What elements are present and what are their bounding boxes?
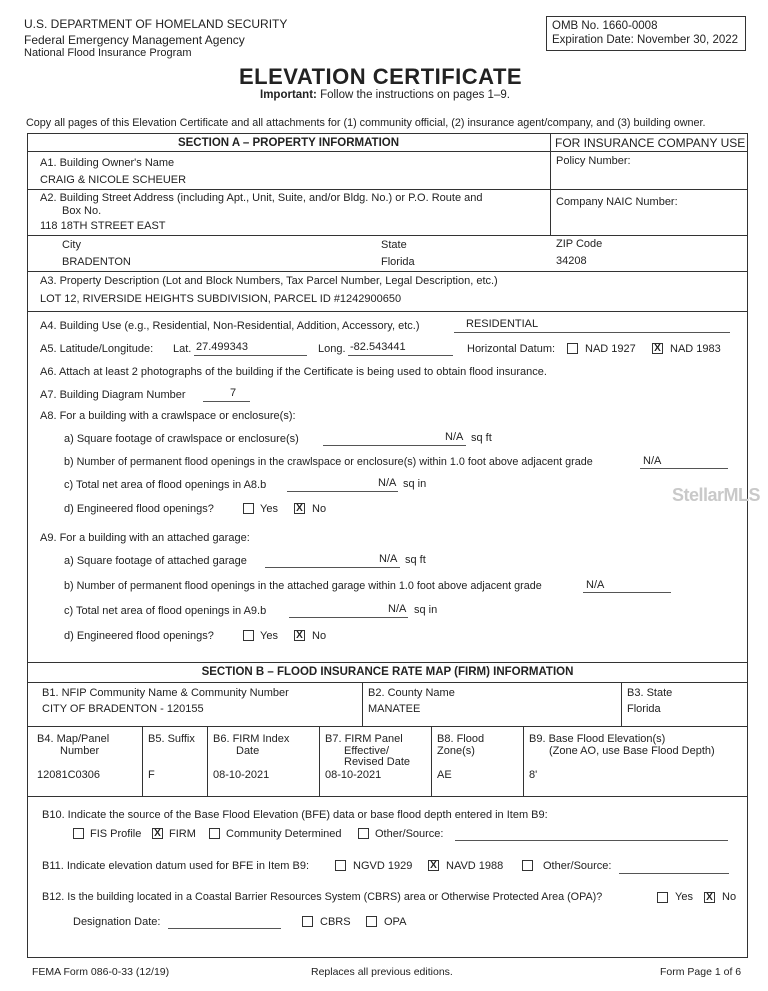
city-value[interactable]: BRADENTON <box>62 256 131 268</box>
a8c-label: c) Total net area of flood openings in A8.b <box>64 479 267 491</box>
datum-label: Horizontal Datum: <box>467 343 556 355</box>
b10-community-label: Community Determined <box>226 828 342 840</box>
a9d-yes-label: Yes <box>260 630 278 642</box>
naic-label: Company NAIC Number: <box>556 196 678 208</box>
a5-label: A5. Latitude/Longitude: <box>40 343 154 355</box>
insurance-use-label: FOR INSURANCE COMPANY USE <box>555 136 746 150</box>
policy-number-label: Policy Number: <box>556 155 631 167</box>
a9-label: A9. For a building with an attached garage: <box>40 532 250 544</box>
zip-value[interactable]: 34208 <box>556 255 587 267</box>
a9a-label: a) Square footage of attached garage <box>64 555 247 567</box>
a8b-value[interactable]: N/A <box>643 455 662 467</box>
b12-yes-checkbox[interactable] <box>657 892 668 903</box>
a1-label: A1. Building Owner's Name <box>40 157 175 169</box>
b10-firm-label: FIRM <box>169 828 196 840</box>
copy-note: Copy all pages of this Elevation Certificate and all attachments for (1) community official, (2) insurance agent/company, and (3) building owner. <box>26 117 706 129</box>
a9d-yes-checkbox[interactable] <box>243 630 254 641</box>
b2-label: B2. County Name <box>368 687 455 699</box>
b5-value[interactable]: F <box>148 769 155 781</box>
b11-other-checkbox[interactable] <box>522 860 533 871</box>
b10-firm-checkbox[interactable]: X <box>152 828 163 839</box>
section-b-title: SECTION B – FLOOD INSURANCE RATE MAP (FIRM) INFORMATION <box>201 666 574 678</box>
b9-value[interactable]: 8' <box>529 769 538 781</box>
b10-label: B10. Indicate the source of the Base Flood Elevation (BFE) data or base flood depth entered in Item B9: <box>42 809 548 821</box>
opa-checkbox[interactable] <box>366 916 377 927</box>
page-title: ELEVATION CERTIFICATE <box>239 64 523 89</box>
a8c-unit: sq in <box>403 478 427 490</box>
b7-label: B7. FIRM Panel <box>325 733 403 745</box>
a8a-unit: sq ft <box>471 432 492 444</box>
a7-label: A7. Building Diagram Number <box>40 389 186 401</box>
a8d-yes-label: Yes <box>260 503 278 515</box>
a2-label: A2. Building Street Address (including Apt., Unit, Suite, and/or Bldg. No.) or P.O. Route and <box>40 192 483 204</box>
agency-name: U.S. DEPARTMENT OF HOMELAND SECURITY <box>24 17 288 31</box>
b11-navd-checkbox[interactable]: X <box>428 860 439 871</box>
b9-label: B9. Base Flood Elevation(s) <box>529 733 666 745</box>
expiration-date: Expiration Date: November 30, 2022 <box>552 34 739 46</box>
important-text: Follow the instructions on pages 1–9. <box>320 89 510 101</box>
b12-no-checkbox[interactable]: X <box>704 892 715 903</box>
b11-ngvd-checkbox[interactable] <box>335 860 346 871</box>
b6-label-cont: Date <box>236 745 260 757</box>
a8-label: A8. For a building with a crawlspace or enclosure(s): <box>40 410 296 422</box>
b11-label: B11. Indicate elevation datum used for BFE in Item B9: <box>42 860 309 872</box>
a4-label: A4. Building Use (e.g., Residential, Non-Residential, Addition, Accessory, etc.) <box>40 320 420 332</box>
a3-label: A3. Property Description (Lot and Block Numbers, Tax Parcel Number, Legal Description, etc.) <box>40 275 498 287</box>
b12-no-label: No <box>722 891 737 903</box>
a9d-label: d) Engineered flood openings? <box>64 630 214 642</box>
a9d-no-checkbox[interactable]: X <box>294 630 305 641</box>
a8c-value[interactable]: N/A <box>378 477 397 489</box>
cbrs-checkbox[interactable] <box>302 916 313 927</box>
cbrs-label: CBRS <box>320 916 351 928</box>
a9c-value[interactable]: N/A <box>388 603 407 615</box>
b12-label: B12. Is the building located in a Coastal Barrier Resources System (CBRS) area or Otherwise Protected Area (OPA)? <box>42 891 603 903</box>
b8-value[interactable]: AE <box>437 769 452 781</box>
b2-value[interactable]: MANATEE <box>368 703 421 715</box>
b3-value[interactable]: Florida <box>627 703 661 715</box>
a9b-value[interactable]: N/A <box>586 579 605 591</box>
form-number: FEMA Form 086-0-33 (12/19) <box>32 966 170 978</box>
a8d-no-label: No <box>312 503 327 515</box>
b10-fis-checkbox[interactable] <box>73 828 84 839</box>
a1-value[interactable]: CRAIG & NICOLE SCHEUER <box>40 174 187 186</box>
long-value[interactable]: -82.543441 <box>350 341 406 353</box>
a8d-no-checkbox[interactable]: X <box>294 503 305 514</box>
a8a-label: a) Square footage of crawlspace or enclosure(s) <box>64 433 299 445</box>
b1-label: B1. NFIP Community Name & Community Number <box>42 687 289 699</box>
b3-label: B3. State <box>627 687 673 699</box>
b10-other-label: Other/Source: <box>375 828 444 840</box>
a4-value[interactable]: RESIDENTIAL <box>466 318 539 330</box>
state-value[interactable]: Florida <box>381 256 415 268</box>
b7-label-cont2: Revised Date <box>344 756 411 768</box>
a9a-value[interactable]: N/A <box>379 553 398 565</box>
agency-subname: Federal Emergency Management Agency <box>24 33 245 47</box>
b10-community-checkbox[interactable] <box>209 828 220 839</box>
nad1927-label: NAD 1927 <box>585 343 636 355</box>
b1-value[interactable]: CITY OF BRADENTON - 120155 <box>42 703 204 715</box>
lat-label: Lat. <box>173 343 192 355</box>
b7-label-cont: Effective/ <box>344 745 390 757</box>
a2-label-cont: Box No. <box>62 205 102 217</box>
b10-fis-label: FIS Profile <box>90 828 142 840</box>
important-label: Important: <box>260 89 317 101</box>
b4-label: B4. Map/Panel <box>37 733 110 745</box>
section-a-title: SECTION A – PROPERTY INFORMATION <box>177 137 400 149</box>
watermark: StellarMLS <box>672 485 761 505</box>
b4-value[interactable]: 12081C0306 <box>37 769 101 781</box>
b6-label: B6. FIRM Index <box>213 733 290 745</box>
b4-label-cont: Number <box>60 745 100 757</box>
zip-label: ZIP Code <box>556 238 603 250</box>
a9a-unit: sq ft <box>405 554 426 566</box>
b8-label-cont: Zone(s) <box>437 745 475 757</box>
a6-label: A6. Attach at least 2 photographs of the building if the Certificate is being used to obtain flood insurance. <box>40 366 547 378</box>
city-label: City <box>62 239 81 251</box>
a8b-label: b) Number of permanent flood openings in the crawlspace or enclosure(s) within 1.0 foot above adjacent grade <box>64 456 593 468</box>
b11-other-label: Other/Source: <box>543 860 612 872</box>
a9c-unit: sq in <box>414 604 438 616</box>
b6-value[interactable]: 08-10-2021 <box>213 769 270 781</box>
omb-number: OMB No. 1660-0008 <box>552 20 658 32</box>
state-label: State <box>381 239 407 251</box>
nad1927-checkbox[interactable] <box>567 343 578 354</box>
page-number: Form Page 1 of 6 <box>660 966 742 978</box>
b11-navd-label: NAVD 1988 <box>446 860 504 872</box>
important-note <box>260 89 510 101</box>
replaces-note: Replaces all previous editions. <box>311 966 453 978</box>
opa-label: OPA <box>384 916 407 928</box>
b7-value[interactable]: 08-10-2021 <box>325 769 382 781</box>
program-name: National Flood Insurance Program <box>24 47 192 59</box>
a7-value[interactable]: 7 <box>229 387 237 399</box>
b11-ngvd-label: NGVD 1929 <box>353 860 413 872</box>
b9-label-cont: (Zone AO, use Base Flood Depth) <box>549 745 715 757</box>
nad1983-checkbox[interactable]: X <box>652 343 663 354</box>
long-label: Long. <box>318 343 346 355</box>
a9d-no-label: No <box>312 630 327 642</box>
lat-value[interactable]: 27.499343 <box>196 341 248 353</box>
a8a-value[interactable]: N/A <box>445 431 464 443</box>
a2-value[interactable]: 118 18TH STREET EAST <box>40 220 166 232</box>
b5-label: B5. Suffix <box>148 733 195 745</box>
b12-yes-label: Yes <box>675 891 693 903</box>
designation-label: Designation Date: <box>73 916 161 928</box>
nad1983-label: NAD 1983 <box>670 343 721 355</box>
a8d-yes-checkbox[interactable] <box>243 503 254 514</box>
a9b-label: b) Number of permanent flood openings in the attached garage within 1.0 foot above adjacent grade <box>64 580 542 592</box>
b10-other-checkbox[interactable] <box>358 828 369 839</box>
a3-value[interactable]: LOT 12, RIVERSIDE HEIGHTS SUBDIVISION, PARCEL ID #1242900650 <box>40 293 402 305</box>
b8-label: B8. Flood <box>437 733 485 745</box>
a9c-label: c) Total net area of flood openings in A9.b <box>64 605 267 617</box>
a8d-label: d) Engineered flood openings? <box>64 503 214 515</box>
